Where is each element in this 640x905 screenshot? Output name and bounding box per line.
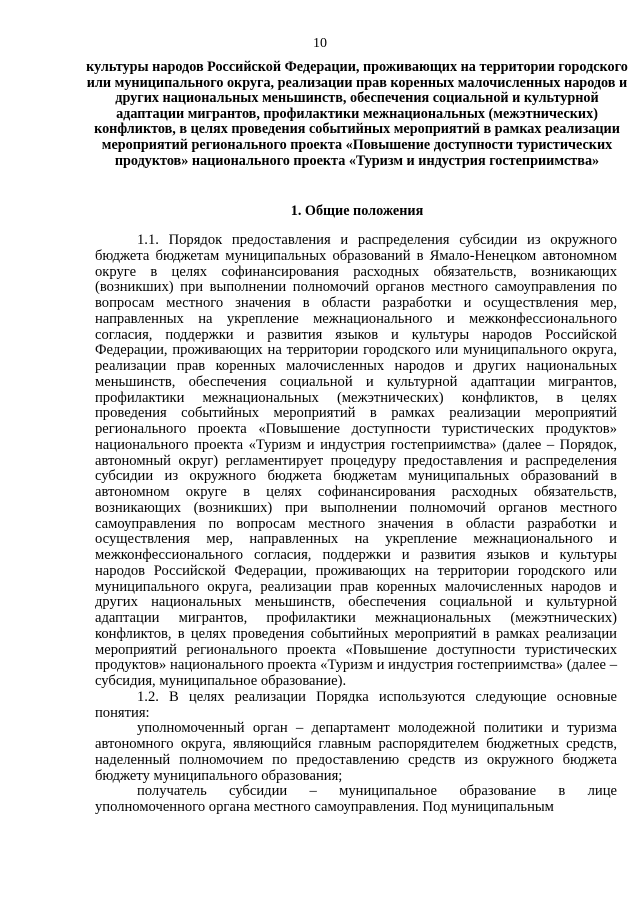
paragraph-1-1 [95, 233, 617, 690]
paragraph-1-2 [95, 690, 617, 722]
paragraph-text: В целях реализации Порядка используются следующие основные понятия: [95, 688, 617, 721]
paragraph-text: уполномоченный орган – департамент молодежной политики и туризма автономного округа, являющийся главным распорядителем бюджетных средств, наделенный полномочием по предоставлению средств из окружного бюджета бюджету муниципального образования; [95, 720, 617, 784]
paragraph-number: 1.1. [137, 232, 159, 248]
paragraph-text: получатель субсидии – муниципальное образование в лице уполномоченного органа местного самоуправления. Под муниципальным [95, 783, 617, 815]
section-heading: 1. Общие положения [290, 203, 424, 219]
page-number: 10 [313, 36, 327, 51]
paragraph-text: Порядок предоставления и распределения субсидии из окружного бюджета бюджетам муниципальных образований в Ямало-Ненецком автономном округе в целях софинансирования расходных обязательств, возникающих (возникших) при выполнении полномочий органов местного самоуправления по вопросам местного значения в области разработки и осуществления мер, направленных на укрепление межнационального и межконфессионального согласия, поддержки и развития языков и культуры народов Российской Федерации, проживающих на территории городского или муниципального округа, реализации прав коренных малочисленных народов и других национальных меньшинств, обеспечения социальной и культурной адаптации мигрантов, профилактики межнациональных (межэтнических) конфликтов, в целях проведения событийных мероприятий в рамках реализации мероприятий регионального проекта «Повышение доступности туристических продуктов» национального проекта «Туризм и индустрия гостеприимства» (далее – Порядок, автономный округ) регламентирует процедуру предоставления и распределения субсидии из окружного бюджета бюджетам муниципальных образований в автономном округе в целях софинансирования расходных обязательств, возникающих (возникших) при выполнении полномочий органов местного самоуправления по вопросам местного значения в области разработки и осуществления мер, направленных на укрепление межнационального и межконфессионального согласия, поддержки и развития языков и культуры народов Российской Федерации, проживающих на территории городского или муниципального округа, реализации прав коренных малочисленных народов и других национальных меньшинств, обеспечения социальной и культурной адаптации мигрантов, профилактики межнациональных (межэтнических) конфликтов, в целях проведения событийных мероприятий в рамках реализации мероприятий регионального проекта «Повышение доступности туристических продуктов» национального проекта «Туризм и индустрия гостеприимства» (далее – субсидия, муниципальное образование). [95, 232, 617, 689]
definition-authorized-body [95, 721, 617, 784]
definition-subsidy-recipient [95, 784, 617, 816]
body-text [95, 233, 617, 816]
paragraph-number: 1.2. [137, 688, 159, 705]
document-title-continuation: культуры народов Российской Федерации, проживающих на территории городского или муниципального округа, реализации прав коренных малочисленных народов и других национальных меньшинств, обеспечения социальной и культурной адаптации мигрантов, профилактики межнациональных (межэтнических) конфликтов, в целях проведения событийных мероприятий в рамках реализации мероприятий регионального проекта «Повышение доступности туристических продуктов» национального проекта «Туризм и индустрия гостеприимства» [86, 59, 628, 169]
